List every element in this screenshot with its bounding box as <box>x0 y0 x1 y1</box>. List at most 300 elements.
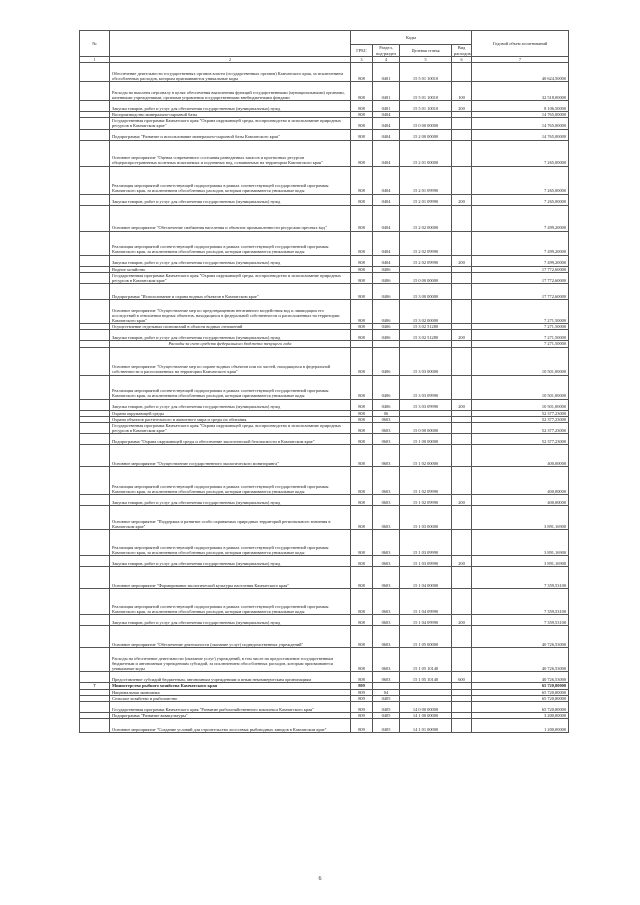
row-number <box>80 467 110 495</box>
row-grbs: 809 <box>351 713 373 719</box>
table-row <box>80 719 569 733</box>
row-target-article: 15 3 02 51280 <box>400 324 452 330</box>
row-grbs: 808 <box>351 272 373 283</box>
row-amount: 14 765,00000 <box>472 118 569 129</box>
table-row <box>80 347 569 375</box>
row-amount: 14 765,00000 <box>472 112 569 118</box>
table-row <box>80 82 569 101</box>
row-razdel: 0404 <box>373 129 400 140</box>
row-number <box>80 82 110 101</box>
row-amount: 3 200,00000 <box>472 713 569 719</box>
row-target-article: 15 1 03 09990 <box>400 530 452 556</box>
row-amount: 40 624,50000 <box>472 63 569 82</box>
row-amount: 17 772,60000 <box>472 272 569 283</box>
row-target-article: 14 1 01 00000 <box>400 719 452 733</box>
row-number <box>80 284 110 300</box>
row-expense-type: 200 <box>452 330 472 341</box>
row-grbs: 808 <box>351 589 373 615</box>
table-row <box>80 626 569 648</box>
row-description: Реализация мероприятий соответствующей подпрограммы в рамках соответствующей государственной программы Камчатского края, за исключением обособленных расходов, которым присваиваются уникальные коды <box>110 530 351 556</box>
row-expense-type <box>452 118 472 129</box>
row-target-article: 15 2 01 09990 <box>400 166 452 194</box>
row-expense-type <box>452 375 472 399</box>
row-amount: 7 271,50000 <box>472 324 569 330</box>
row-grbs: 808 <box>351 445 373 467</box>
row-amount: 1 200,00000 <box>472 719 569 733</box>
row-number <box>80 205 110 231</box>
row-description: Реализация мероприятий соответствующей подпрограммы в рамках соответствующей государственной программы Камчатского края, за исключением обособленных расходов, которым присваиваются уникальные коды <box>110 231 351 255</box>
table-row <box>80 194 569 205</box>
table-row <box>80 506 569 530</box>
row-description: Основное мероприятие "Обеспечение снабжения населения и объектов промышленности ресурсами пресных вод" <box>110 205 351 231</box>
row-amount: 7 499,20000 <box>472 205 569 231</box>
table-row <box>80 702 569 713</box>
row-amount: 7 499,20000 <box>472 231 569 255</box>
row-amount: 65 720,80000 <box>472 689 569 695</box>
row-target-article: 15 1 05 10140 <box>400 672 452 683</box>
row-expense-type: 200 <box>452 101 472 112</box>
row-grbs: 808 <box>351 118 373 129</box>
row-amount: 40 726,53000 <box>472 626 569 648</box>
row-target-article: 15 2 02 00000 <box>400 205 452 231</box>
row-amount: 7 265,00000 <box>472 166 569 194</box>
row-grbs: 808 <box>351 506 373 530</box>
row-grbs: 808 <box>351 615 373 626</box>
row-razdel: 0406 <box>373 375 400 399</box>
row-razdel: 0406 <box>373 300 400 324</box>
row-razdel: 0603 <box>373 495 400 506</box>
row-number <box>80 129 110 140</box>
header-cs: Целевая статья <box>400 45 452 57</box>
row-expense-type <box>452 506 472 530</box>
row-target-article: 15 2 02 09990 <box>400 231 452 255</box>
row-target-article: 15 1 05 00000 <box>400 626 452 648</box>
row-target-article: 15 1 02 09990 <box>400 495 452 506</box>
row-description: Реализация мероприятий соответствующей подпрограммы в рамках соответствующей государственной программы Камчатского края, за исключением обособленных расходов, которым присваиваются уникальные коды <box>110 467 351 495</box>
row-razdel: 0405 <box>373 719 400 733</box>
table-row <box>80 63 569 82</box>
row-expense-type <box>452 434 472 445</box>
table-row <box>80 205 569 231</box>
row-description: Охрана объектов растительного и животного мира и среды их обитания <box>110 416 351 422</box>
row-description: Основное мероприятие "Осуществление мер по предотвращению негативного воздействия вод и ликвидации его последствий в отношении водных объектов, находящихся в федеральной собственности и расположенных на территории Камчатского края" <box>110 300 351 324</box>
row-description: Основное мероприятие "Осуществление государственного экологического мониторинга" <box>110 445 351 467</box>
row-target-article: 14 0 00 00000 <box>400 702 452 713</box>
row-description: Реализация мероприятий соответствующей подпрограммы в рамках соответствующей государственной программы Камчатского края, за исключением обособленных расходов, которым присваиваются уникальные коды <box>110 589 351 615</box>
index-cell: 4 <box>373 57 400 63</box>
row-description: Национальная экономика <box>110 689 351 695</box>
index-cell: 6 <box>452 57 472 63</box>
row-target-article: 15 1 03 00000 <box>400 506 452 530</box>
row-grbs: 808 <box>351 347 373 375</box>
row-description: Сельское хозяйство и рыболовство <box>110 695 351 701</box>
row-amount: 52 377,23000 <box>472 416 569 422</box>
row-description: Подпрограмма "Развитие аквакультуры" <box>110 713 351 719</box>
row-razdel: 0405 <box>373 695 400 701</box>
row-number <box>80 567 110 589</box>
row-description: Закупка товаров, работ и услуг для обеспечения государственных (муниципальных) нужд <box>110 255 351 266</box>
table-row <box>80 445 569 467</box>
row-target-article: 15 1 03 09990 <box>400 556 452 567</box>
row-number <box>80 63 110 82</box>
row-grbs: 808 <box>351 63 373 82</box>
row-expense-type <box>452 423 472 434</box>
row-grbs: 808 <box>351 255 373 266</box>
row-amount: 7 271,50000 <box>472 330 569 341</box>
row-razdel: 0406 <box>373 399 400 410</box>
table-row <box>80 118 569 129</box>
row-expense-type: 200 <box>452 194 472 205</box>
row-description: Реализация мероприятий соответствующей подпрограммы в рамках соответствующей государственной программы Камчатского края, за исключением обособленных расходов, которым присваиваются уникальные коды <box>110 166 351 194</box>
row-description: Государственная программа Камчатского края "Охрана окружающей среды, воспроизводство и использование природных ресурсов в Камчатском крае" <box>110 118 351 129</box>
row-razdel: 0603 <box>373 567 400 589</box>
table-row <box>80 495 569 506</box>
row-description: Закупка товаров, работ и услуг для обеспечения государственных (муниципальных) нужд <box>110 194 351 205</box>
row-target-article: 15 3 02 51280 <box>400 330 452 341</box>
row-target-article: 15 1 04 09990 <box>400 589 452 615</box>
table-row <box>80 423 569 434</box>
row-number: 7 <box>80 683 110 689</box>
row-number <box>80 399 110 410</box>
table-row <box>80 140 569 166</box>
row-description: Основное мероприятие "Формирование экологической культуры населения Камчатского края" <box>110 567 351 589</box>
row-expense-type: 200 <box>452 556 472 567</box>
row-grbs: 809 <box>351 719 373 733</box>
row-amount: 400,00000 <box>472 495 569 506</box>
row-number <box>80 231 110 255</box>
table-row <box>80 272 569 283</box>
table-row <box>80 375 569 399</box>
row-razdel: 0603 <box>373 416 400 422</box>
row-number <box>80 330 110 341</box>
row-amount: 7 271,50000 <box>472 341 569 347</box>
row-grbs: 808 <box>351 416 373 422</box>
row-number <box>80 101 110 112</box>
row-grbs: 808 <box>351 530 373 556</box>
row-description: Закупка товаров, работ и услуг для обеспечения государственных (муниципальных) нужд <box>110 330 351 341</box>
row-grbs: 808 <box>351 300 373 324</box>
row-expense-type <box>452 284 472 300</box>
row-razdel: 0603 <box>373 445 400 467</box>
row-description: Предоставление субсидий бюджетным, автономным учреждениям и иным некоммерческим организациям <box>110 672 351 683</box>
row-razdel: 0603 <box>373 626 400 648</box>
row-target-article: 15 5 01 10010 <box>400 82 452 101</box>
row-grbs: 808 <box>351 129 373 140</box>
row-expense-type: 100 <box>452 82 472 101</box>
row-razdel: 06 <box>373 410 400 416</box>
row-target-article: 15 2 02 09990 <box>400 255 452 266</box>
header-title <box>110 31 351 57</box>
row-amount: 52 377,23000 <box>472 423 569 434</box>
row-target-article: 15 2 01 09990 <box>400 194 452 205</box>
row-description: Основное мероприятие "Поддержка и развитие особо охраняемых природных территорий регионального значения в Камчатском крае" <box>110 506 351 530</box>
row-razdel: 0603 <box>373 423 400 434</box>
row-grbs: 808 <box>351 330 373 341</box>
row-target-article: 15 3 03 09990 <box>400 375 452 399</box>
row-amount: 32 518,00000 <box>472 82 569 101</box>
row-description: Министерство рыбного хозяйства Камчатского края <box>110 683 351 689</box>
row-expense-type: 200 <box>452 399 472 410</box>
table-row <box>80 166 569 194</box>
row-amount: 17 772,60000 <box>472 266 569 272</box>
row-number <box>80 648 110 672</box>
row-number <box>80 719 110 733</box>
row-target-article: 15 1 00 00000 <box>400 434 452 445</box>
row-number <box>80 506 110 530</box>
row-amount: 400,00000 <box>472 467 569 495</box>
table-row <box>80 589 569 615</box>
row-expense-type <box>452 626 472 648</box>
table-row <box>80 672 569 683</box>
row-expense-type: 600 <box>452 672 472 683</box>
row-number <box>80 140 110 166</box>
row-number <box>80 423 110 434</box>
row-expense-type <box>452 231 472 255</box>
table-row <box>80 129 569 140</box>
row-number <box>80 702 110 713</box>
table-row <box>80 284 569 300</box>
row-description: Реализация мероприятий соответствующей подпрограммы в рамках соответствующей государственной программы Камчатского края, за исключением обособленных расходов, которым присваиваются уникальные коды <box>110 375 351 399</box>
row-description: Закупка товаров, работ и услуг для обеспечения государственных (муниципальных) нужд <box>110 495 351 506</box>
row-grbs: 808 <box>351 266 373 272</box>
row-razdel: 0404 <box>373 118 400 129</box>
row-number <box>80 556 110 567</box>
row-grbs: 809 <box>351 689 373 695</box>
row-razdel: 0404 <box>373 194 400 205</box>
row-number <box>80 530 110 556</box>
row-amount: 52 377,23000 <box>472 410 569 416</box>
row-grbs: 808 <box>351 101 373 112</box>
row-target-article: 15 2 00 00000 <box>400 129 452 140</box>
row-grbs: 808 <box>351 556 373 567</box>
row-amount: 17 772,60000 <box>472 284 569 300</box>
row-razdel: 0406 <box>373 272 400 283</box>
row-grbs: 808 <box>351 626 373 648</box>
row-amount: 7 359,53100 <box>472 589 569 615</box>
row-grbs: 809 <box>351 683 373 689</box>
row-number <box>80 300 110 324</box>
row-grbs: 808 <box>351 467 373 495</box>
row-razdel: 0406 <box>373 266 400 272</box>
row-amount: 10 501,00000 <box>472 399 569 410</box>
row-razdel: 0603 <box>373 556 400 567</box>
row-expense-type <box>452 63 472 82</box>
row-amount: 52 377,23000 <box>472 434 569 445</box>
row-amount: 10 501,00000 <box>472 375 569 399</box>
row-expense-type: 200 <box>452 255 472 266</box>
row-expense-type <box>452 166 472 194</box>
row-description: Расходы на выплаты персоналу в целях обеспечения выполнения функций государственными (муниципальными) органами, казенными учреждениями, органами управления государственными внебюджетными фондами <box>110 82 351 101</box>
row-expense-type <box>452 648 472 672</box>
row-number <box>80 272 110 283</box>
row-expense-type <box>452 702 472 713</box>
row-razdel: 0603 <box>373 648 400 672</box>
row-expense-type: 200 <box>452 615 472 626</box>
row-grbs: 808 <box>351 194 373 205</box>
row-description: Закупка товаров, работ и услуг для обеспечения государственных (муниципальных) нужд <box>110 615 351 626</box>
row-grbs: 808 <box>351 284 373 300</box>
row-razdel: 0603 <box>373 672 400 683</box>
row-expense-type <box>452 467 472 495</box>
row-razdel: 0404 <box>373 140 400 166</box>
row-amount: 65 720,80000 <box>472 702 569 713</box>
row-target-article: 15 3 00 00000 <box>400 284 452 300</box>
header-vid: Вид расходов <box>452 45 472 57</box>
row-target-article: 15 0 00 00000 <box>400 423 452 434</box>
row-amount: 7 359,53100 <box>472 567 569 589</box>
row-razdel: 0603 <box>373 467 400 495</box>
row-expense-type <box>452 445 472 467</box>
row-amount: 7 499,20000 <box>472 255 569 266</box>
index-cell: 2 <box>110 57 351 63</box>
header-razdel: Раздел, под-раздел <box>373 45 400 57</box>
row-number <box>80 445 110 467</box>
row-target-article: 15 2 01 00000 <box>400 140 452 166</box>
table-row <box>80 330 569 341</box>
row-amount: 14 765,00000 <box>472 129 569 140</box>
row-grbs: 808 <box>351 82 373 101</box>
row-amount: 7 265,00000 <box>472 194 569 205</box>
row-razdel: 0406 <box>373 284 400 300</box>
row-grbs: 808 <box>351 231 373 255</box>
row-target-article: 15 1 02 09990 <box>400 467 452 495</box>
row-number <box>80 615 110 626</box>
row-description: Водное хозяйство <box>110 266 351 272</box>
row-description: Закупка товаров, работ и услуг для обеспечения государственных (муниципальных) нужд <box>110 399 351 410</box>
row-razdel: 0603 <box>373 589 400 615</box>
row-razdel: 0603 <box>373 506 400 530</box>
row-grbs: 808 <box>351 205 373 231</box>
row-grbs: 808 <box>351 112 373 118</box>
row-amount: 3 891,16900 <box>472 506 569 530</box>
row-target-article: 15 3 03 00000 <box>400 347 452 375</box>
row-description: Воспроизводство минерально-сырьевой базы <box>110 112 351 118</box>
row-expense-type <box>452 140 472 166</box>
row-number <box>80 626 110 648</box>
header-num: № <box>80 31 110 57</box>
row-grbs: 808 <box>351 672 373 683</box>
row-number <box>80 255 110 266</box>
row-expense-type <box>452 272 472 283</box>
row-number <box>80 434 110 445</box>
row-amount: 8 106,50000 <box>472 101 569 112</box>
row-description: Государственная программа Камчатского края "Развитие рыбохозяйственного комплекса Камчатского края" <box>110 702 351 713</box>
row-razdel: 0406 <box>373 324 400 330</box>
row-description: Основное мероприятие "Создание условий для строительства лососевых рыбоводных заводов в Камчатском крае" <box>110 719 351 733</box>
table-row <box>80 648 569 672</box>
row-number <box>80 672 110 683</box>
index-cell: 7 <box>472 57 569 63</box>
row-grbs: 809 <box>351 695 373 701</box>
row-grbs: 808 <box>351 434 373 445</box>
row-description: Закупка товаров, работ и услуг для обеспечения государственных (муниципальных) нужд <box>110 556 351 567</box>
row-number <box>80 118 110 129</box>
row-amount: 10 501,00000 <box>472 347 569 375</box>
row-target-article: 14 1 00 00000 <box>400 713 452 719</box>
row-expense-type <box>452 300 472 324</box>
table-row <box>80 399 569 410</box>
row-razdel: 0401 <box>373 63 400 82</box>
row-number <box>80 495 110 506</box>
row-amount: 3 891,16900 <box>472 556 569 567</box>
row-grbs: 808 <box>351 375 373 399</box>
row-target-article: 15 5 01 10010 <box>400 101 452 112</box>
table-row <box>80 467 569 495</box>
header-grbs: ГРБС <box>351 45 373 57</box>
row-description: Подпрограмма "Использование и охрана водных объектов в Камчатском крае" <box>110 284 351 300</box>
row-description: Государственная программа Камчатского края "Охрана окружающей среды, воспроизводство и использование природных ресурсов в Камчатском крае" <box>110 272 351 283</box>
row-description: Обеспечение деятельности государственных органов власти (государственных органов) Камчатского края, за исключением обособленных расходов, которым присваиваются уникальные коды <box>110 63 351 82</box>
row-number <box>80 347 110 375</box>
row-expense-type <box>452 530 472 556</box>
row-description: Государственная программа Камчатского края "Охрана окружающей среды, воспроизводство и использование природных ресурсов в Камчатском крае" <box>110 423 351 434</box>
row-target-article: 15 0 00 00000 <box>400 118 452 129</box>
table-row <box>80 434 569 445</box>
row-razdel: 0406 <box>373 330 400 341</box>
row-razdel: 0404 <box>373 255 400 266</box>
row-target-article: 15 0 00 00000 <box>400 272 452 283</box>
row-amount: 40 726,53000 <box>472 672 569 683</box>
row-description: Расходы на обеспечение деятельности (оказание услуг) учреждений, в том числе на предоставление государственным бюджетным и автономным учреждениям субсидий, за исключением обособленных расходов, которым присваиваются уникальные коды <box>110 648 351 672</box>
row-expense-type <box>452 205 472 231</box>
row-expense-type: 200 <box>452 495 472 506</box>
row-amount: 65 720,80000 <box>472 683 569 689</box>
row-razdel: 0401 <box>373 82 400 101</box>
row-description: Подпрограмма "Развитие и использование минерально-сырьевой базы Камчатского края" <box>110 129 351 140</box>
row-grbs: 808 <box>351 399 373 410</box>
row-amount: 7 359,53100 <box>472 615 569 626</box>
row-amount: 3 891,16900 <box>472 530 569 556</box>
row-expense-type <box>452 567 472 589</box>
row-description: Охрана окружающей среды <box>110 410 351 416</box>
header-sum: Годовой объем ассигнований <box>472 31 569 57</box>
row-number <box>80 375 110 399</box>
row-grbs: 808 <box>351 495 373 506</box>
row-razdel: 0404 <box>373 231 400 255</box>
row-description: Основное мероприятие "Осуществление мер по охране водных объектов или их частей, находящихся в федеральной собственности и расположенных на территории Камчатского края" <box>110 347 351 375</box>
header-kody: Коды <box>351 31 472 45</box>
row-target-article: 15 1 05 10140 <box>400 648 452 672</box>
row-grbs: 808 <box>351 423 373 434</box>
row-amount: 7 265,00000 <box>472 140 569 166</box>
row-grbs: 809 <box>351 702 373 713</box>
index-cell: 5 <box>400 57 452 63</box>
row-grbs: 808 <box>351 410 373 416</box>
row-grbs: 808 <box>351 567 373 589</box>
budget-table-page <box>79 30 568 733</box>
page-number: 6 <box>318 876 322 882</box>
row-amount: 65 720,80000 <box>472 695 569 701</box>
row-description: Основное мероприятие "Оценка современного состояния разведанных запасов и прогнозных ресурсов общераспространенных полезных ископаемых и подземных вод, осваиваемых на территории Камчатского края" <box>110 140 351 166</box>
row-target-article: 15 1 02 00000 <box>400 445 452 467</box>
table-row <box>80 567 569 589</box>
row-razdel: 0401 <box>373 101 400 112</box>
row-grbs: 808 <box>351 324 373 330</box>
index-cell: 1 <box>80 57 110 63</box>
row-target-article: 15 3 02 00000 <box>400 300 452 324</box>
row-razdel: 0404 <box>373 112 400 118</box>
row-expense-type <box>452 719 472 733</box>
row-number <box>80 589 110 615</box>
table-row <box>80 615 569 626</box>
row-razdel: 0603 <box>373 615 400 626</box>
row-grbs: 808 <box>351 166 373 194</box>
row-target-article: 15 3 03 09990 <box>400 399 452 410</box>
row-razdel: 0603 <box>373 530 400 556</box>
row-description: Осуществление отдельных полномочий в области водных отношений <box>110 324 351 330</box>
row-razdel: 0405 <box>373 702 400 713</box>
row-description: Закупка товаров, работ и услуг для обеспечения государственных (муниципальных) нужд <box>110 101 351 112</box>
